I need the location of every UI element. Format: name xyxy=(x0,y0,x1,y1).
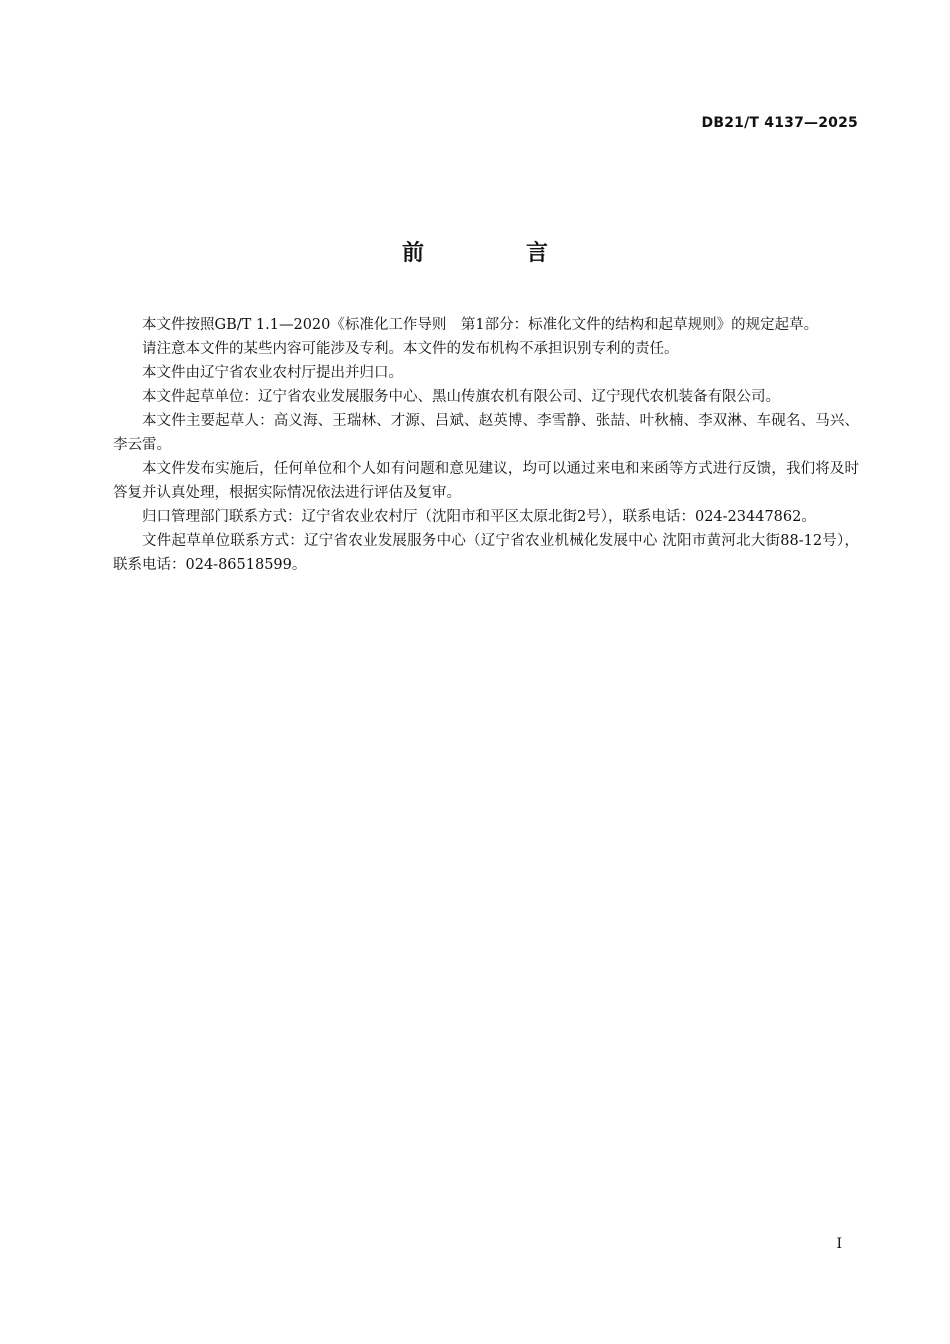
paragraph-proposer: 本文件由辽宁省农业农村厅提出并归口。 xyxy=(142,365,403,381)
document-code: DB21/T 4137—2025 xyxy=(701,115,858,131)
paragraph-admin-contact: 归口管理部门联系方式：辽宁省农业农村厅（沈阳市和平区太原北街2号），联系电话：024-23447862。 xyxy=(142,509,816,525)
page-title: 前 言 xyxy=(401,241,588,266)
paragraph-drafter-contact: 文件起草单位联系方式：辽宁省农业发展服务中心（辽宁省农业机械化发展中心 沈阳市黄河北大街88-12号），联系电话：024-86518599。 xyxy=(113,533,859,573)
paragraph-feedback: 本文件发布实施后，任何单位和个人如有问题和意见建议，均可以通过来电和来函等方式进行反馈，我们将及时答复并认真处理，根据实际情况依法进行评估及复审。 xyxy=(113,461,859,501)
paragraph-drafting-units: 本文件起草单位：辽宁省农业发展服务中心、黑山传旗农机有限公司、辽宁现代农机装备有限公司。 xyxy=(142,389,780,405)
paragraph-drafters: 本文件主要起草人：高义海、王瑞林、才源、吕斌、赵英博、李雪静、张喆、叶秋楠、李双淋、车砚名、马兴、李云雷。 xyxy=(113,413,859,453)
paragraph-drafting-rules: 本文件按照GB/T 1.1—2020《标准化工作导则 第1部分：标准化文件的结构和起草规则》的规定起草。 xyxy=(142,317,819,333)
paragraph-patent-notice: 请注意本文件的某些内容可能涉及专利。本文件的发布机构不承担识别专利的责任。 xyxy=(142,341,679,357)
page-number: I xyxy=(836,1236,842,1252)
foreword-body xyxy=(113,313,859,577)
